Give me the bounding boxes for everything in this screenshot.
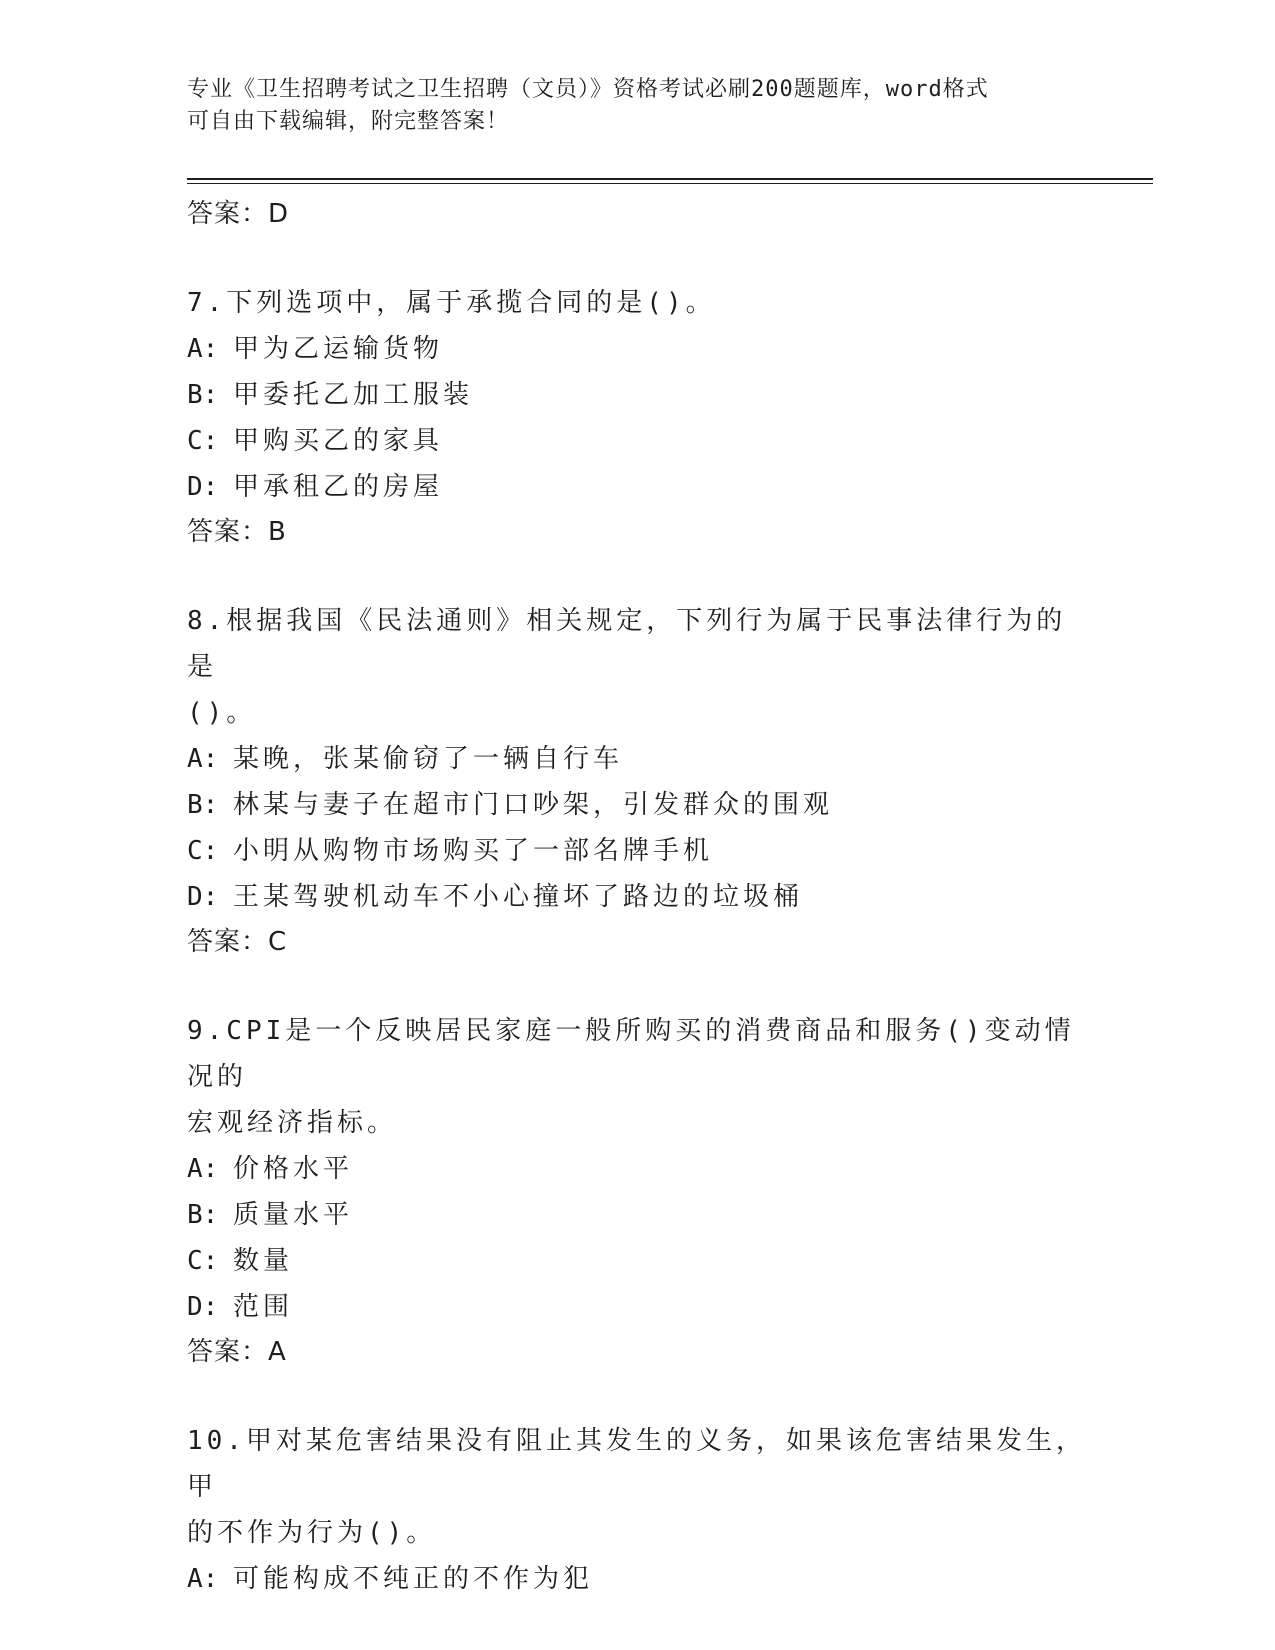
question-stem: ()。: [187, 698, 257, 728]
option-label: B:: [187, 790, 219, 820]
option-label: B:: [187, 1200, 219, 1230]
answer-option: [187, 1192, 1087, 1238]
answer-option: [187, 1556, 1087, 1602]
question-block: [187, 598, 1087, 964]
answer-option: [187, 874, 1087, 920]
questions-container: [187, 280, 1087, 1602]
option-label: A:: [187, 744, 219, 774]
header-rule-thin: [187, 183, 1153, 184]
header-rule-thick: [187, 178, 1153, 180]
option-label: C:: [187, 426, 219, 456]
page-header: [187, 74, 1087, 138]
option-text: 范围: [233, 1292, 294, 1322]
answer-option: [187, 326, 1087, 372]
answer-option: [187, 782, 1087, 828]
question-block: [187, 1418, 1087, 1602]
previous-answer: 答案：D: [187, 199, 290, 229]
option-label: D:: [187, 472, 219, 502]
option-text: 林某与妻子在超市门口吵架，引发群众的围观: [233, 790, 834, 820]
option-label: D:: [187, 882, 219, 912]
answer-line: 答案：A: [187, 1337, 287, 1367]
answer-option: [187, 464, 1087, 510]
question-stem: 9.CPI是一个反映居民家庭一般所购买的消费商品和服务()变动情况的: [187, 1016, 1075, 1092]
option-label: A:: [187, 1564, 219, 1594]
question-stem: 10.甲对某危害结果没有阻止其发生的义务，如果该危害结果发生，甲: [187, 1426, 1086, 1502]
option-text: 王某驾驶机动车不小心撞坏了路边的垃圾桶: [233, 882, 804, 912]
answer-option: [187, 372, 1087, 418]
question-block: [187, 280, 1087, 554]
option-text: 甲购买乙的家具: [233, 426, 444, 456]
answer-option: [187, 418, 1087, 464]
option-text: 甲委托乙加工服装: [233, 380, 474, 410]
answer-line: 答案：C: [187, 927, 288, 957]
answer-option: [187, 736, 1087, 782]
question-stem: 宏观经济指标。: [187, 1108, 398, 1138]
question-stem: 7.下列选项中，属于承揽合同的是()。: [187, 288, 716, 318]
answer-option: [187, 828, 1087, 874]
option-label: D:: [187, 1292, 219, 1322]
option-label: C:: [187, 1246, 219, 1276]
option-text: 数量: [233, 1246, 294, 1276]
question-stem: 8.根据我国《民法通则》相关规定，下列行为属于民事法律行为的是: [187, 606, 1067, 682]
option-text: 甲为乙运输货物: [233, 334, 444, 364]
option-text: 价格水平: [233, 1154, 354, 1184]
question-stem: 的不作为行为()。: [187, 1518, 437, 1548]
answer-option: [187, 1238, 1087, 1284]
answer-option: [187, 1284, 1087, 1330]
option-label: A:: [187, 334, 219, 364]
option-label: A:: [187, 1154, 219, 1184]
option-label: B:: [187, 380, 219, 410]
option-text: 可能构成不纯正的不作为犯: [233, 1564, 594, 1594]
header-line-2: 可自由下载编辑，附完整答案！: [187, 109, 510, 134]
option-text: 甲承租乙的房屋: [233, 472, 444, 502]
question-block: [187, 1008, 1087, 1374]
option-text: 质量水平: [233, 1200, 354, 1230]
option-text: 某晚，张某偷窃了一辆自行车: [233, 744, 624, 774]
answer-option: [187, 1146, 1087, 1192]
question-list: [187, 192, 1087, 1602]
answer-line: 答案：B: [187, 517, 287, 547]
option-label: C:: [187, 836, 219, 866]
option-text: 小明从购物市场购买了一部名牌手机: [233, 836, 714, 866]
header-line-1: 专业《卫生招聘考试之卫生招聘（文员）》资格考试必刷200题题库，word格式: [187, 77, 989, 102]
